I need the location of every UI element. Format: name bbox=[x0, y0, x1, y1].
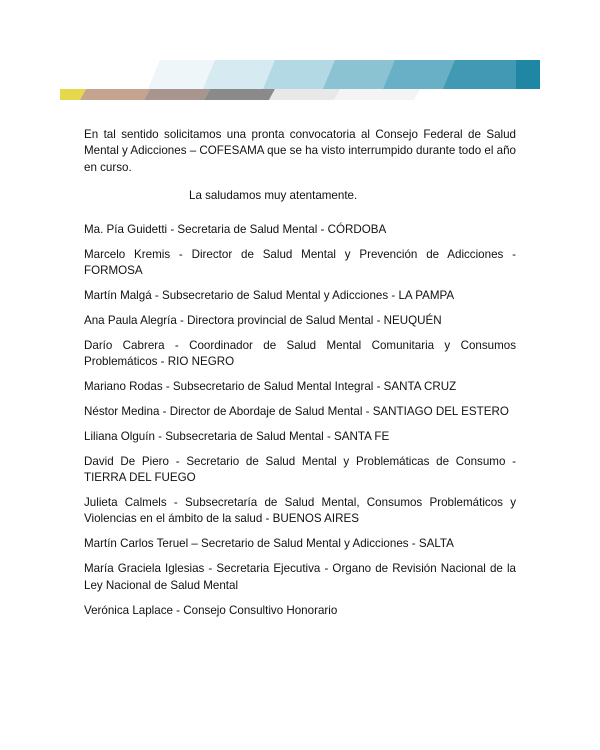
banner-accent bbox=[516, 60, 540, 89]
banner-bar-segment bbox=[80, 89, 150, 100]
signatory-line: Darío Cabrera - Coordinador de Salud Mental Comunitaria y Consumos Problemáticos - RIO NEGRO bbox=[84, 338, 516, 369]
letter-body bbox=[84, 127, 516, 627]
banner-bar-segment bbox=[144, 89, 210, 100]
signatory-line: Martín Carlos Teruel – Secretario de Salud Mental y Adicciones - SALTA bbox=[84, 537, 454, 551]
banner-bar-segment bbox=[334, 89, 420, 100]
signatory-line: Julieta Calmels - Subsecretaría de Salud Mental, Consumos Problemáticos y Violencias en el ámbito de la salud - BUENOS AIRES bbox=[84, 496, 516, 526]
banner-bar-segment bbox=[204, 89, 275, 100]
signatory-line: Mariano Rodas - Subsecretario de Salud Mental Integral - SANTA CRUZ bbox=[84, 379, 457, 393]
signatory-line: David De Piero - Secretario de Salud Mental y Problemáticas de Consumo - TIERRA DEL FUEGO bbox=[84, 454, 516, 485]
signatories-list bbox=[84, 222, 516, 619]
signatory-line: María Graciela Iglesias - Secretaria Ejecutiva - Organo de Revisión Nacional de la Ley Nacional de Salud Mental bbox=[84, 562, 516, 592]
letterhead-banner bbox=[0, 0, 600, 110]
signatory-line: Marcelo Kremis - Director de Salud Mental y Prevención de Adicciones - FORMOSA bbox=[84, 247, 516, 277]
closing-line: La saludamos muy atentamente. bbox=[189, 189, 358, 203]
signatory-line: Ma. Pía Guidetti - Secretaria de Salud Mental - CÓRDOBA bbox=[84, 222, 387, 236]
signatory-line: Néstor Medina - Director de Abordaje de Salud Mental - SANTIAGO DEL ESTERO bbox=[84, 404, 509, 418]
signatory-line: Liliana Olguín - Subsecretaria de Salud Mental - SANTA FE bbox=[84, 429, 390, 443]
signatory-line: Martín Malgá - Subsecretario de Salud Mental y Adicciones - LA PAMPA bbox=[84, 288, 455, 302]
banner-bar-segment bbox=[269, 89, 340, 100]
intro-paragraph: En tal sentido solicitamos una pronta convocatoria al Consejo Federal de Salud Mental y Adicciones – COFESAMA que se ha visto interrumpido durante todo el año en curso. bbox=[84, 128, 516, 174]
signatory-line: Verónica Laplace - Consejo Consultivo Honorario bbox=[84, 603, 338, 617]
signatory-line: Ana Paula Alegría - Directora provincial de Salud Mental - NEUQUÉN bbox=[84, 313, 442, 327]
